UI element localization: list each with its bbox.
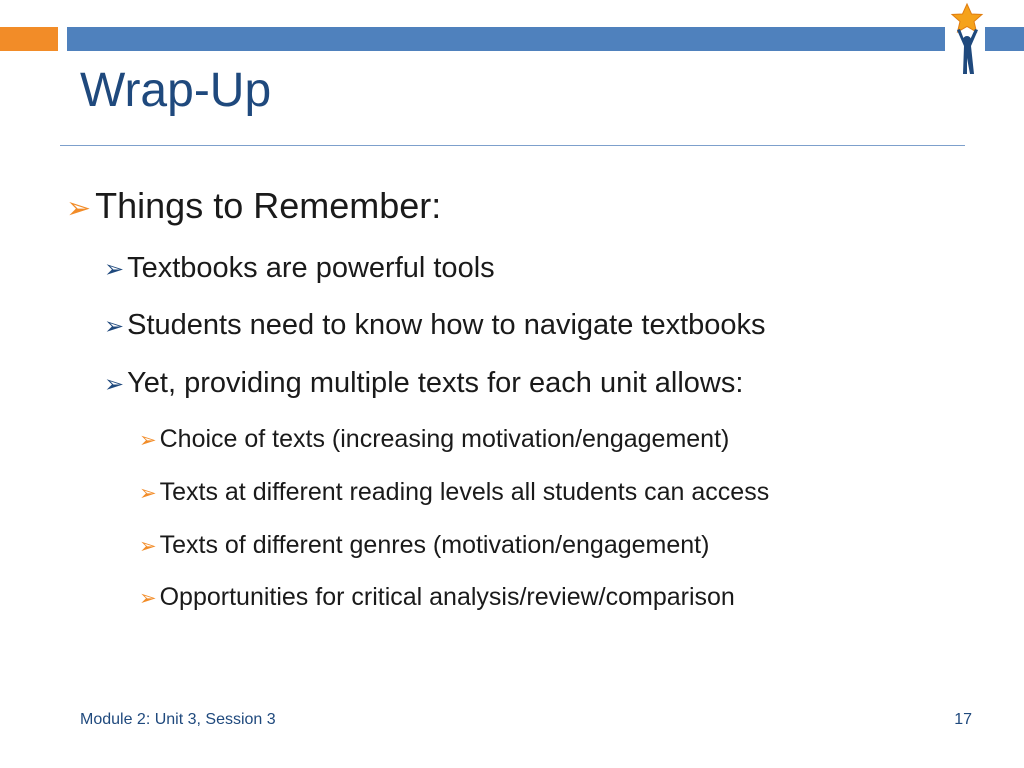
bullet-text: Opportunities for critical analysis/review/comparison — [159, 583, 735, 611]
bullet-item — [104, 367, 743, 400]
bullet-item — [104, 252, 495, 285]
bullet-text: Textbooks are powerful tools — [127, 252, 495, 284]
header-accent-orange — [0, 27, 58, 51]
bullet-text: Texts at different reading levels all students can access — [159, 478, 770, 506]
bullet-text: Things to Remember: — [95, 185, 442, 226]
bullet-text: Texts of different genres (motivation/engagement) — [159, 531, 710, 559]
bullet-item — [66, 185, 441, 227]
arrow-bullet-icon: ➢ — [66, 191, 92, 226]
bullet-item — [139, 478, 769, 507]
bullet-item — [139, 583, 735, 612]
arrow-bullet-icon: ➢ — [104, 255, 125, 283]
header-accent-blue-right — [985, 27, 1024, 51]
header-accent-blue — [67, 27, 945, 51]
bullet-item — [104, 309, 766, 342]
arrow-bullet-icon: ➢ — [139, 534, 157, 558]
bullet-text: Yet, providing multiple texts for each unit allows: — [127, 367, 744, 399]
bullet-text: Students need to know how to navigate textbooks — [127, 309, 766, 341]
arrow-bullet-icon: ➢ — [104, 312, 125, 340]
arrow-bullet-icon: ➢ — [104, 370, 125, 398]
arrow-bullet-icon: ➢ — [139, 481, 157, 505]
bullet-item — [139, 425, 729, 454]
slide-page-number: 17 — [954, 711, 972, 728]
footer-module-label: Module 2: Unit 3, Session 3 — [80, 711, 276, 728]
title-divider — [60, 145, 965, 146]
star-person-logo-icon — [945, 2, 985, 78]
bullet-item — [139, 531, 709, 560]
slide-title: Wrap-Up — [80, 64, 272, 117]
arrow-bullet-icon: ➢ — [139, 586, 157, 610]
arrow-bullet-icon: ➢ — [139, 428, 157, 452]
bullet-text: Choice of texts (increasing motivation/engagement) — [159, 425, 730, 453]
